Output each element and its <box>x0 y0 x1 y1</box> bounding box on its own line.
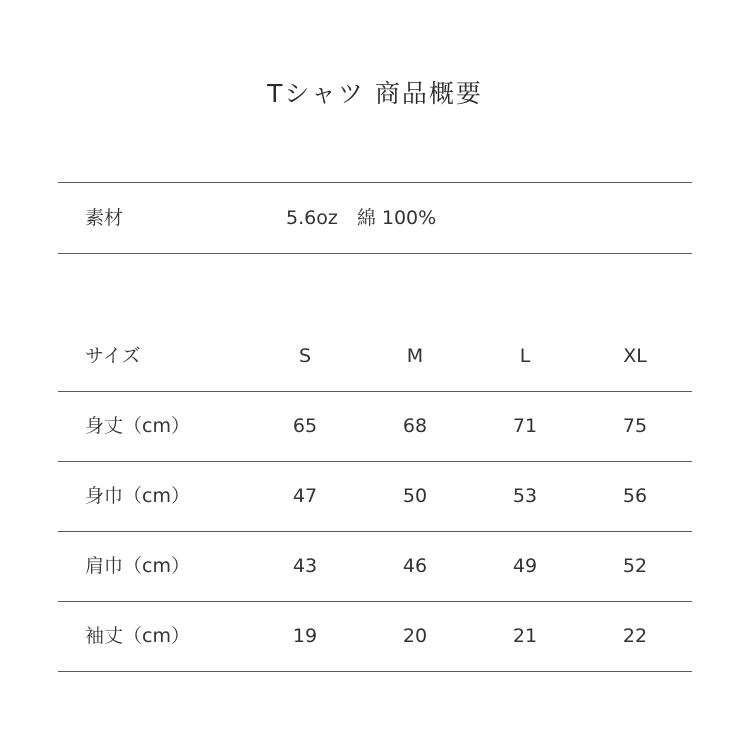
page-title: Tシャツ 商品概要 <box>267 79 483 108</box>
size-header-s: S <box>298 345 312 367</box>
table-row-body-width <box>58 462 692 532</box>
table-row-sleeve-length <box>58 602 692 672</box>
size-header-xl: XL <box>623 345 647 367</box>
table-cell: 56 <box>622 485 648 507</box>
table-cell: 21 <box>512 625 538 647</box>
table-cell: 22 <box>622 625 648 647</box>
table-cell: 43 <box>292 555 318 577</box>
size-table <box>58 322 692 672</box>
size-header-m: M <box>406 345 424 367</box>
table-cell: 46 <box>402 555 428 577</box>
table-cell: 52 <box>622 555 648 577</box>
material-row <box>58 182 692 254</box>
size-header-label: サイズ <box>85 345 141 367</box>
table-cell: 65 <box>292 415 318 437</box>
size-header-l: L <box>519 345 531 367</box>
table-cell: 53 <box>512 485 538 507</box>
size-header-row <box>58 322 692 392</box>
table-cell: 50 <box>402 485 428 507</box>
table-cell: 20 <box>402 625 428 647</box>
table-row-shoulder-width <box>58 532 692 602</box>
table-row-body-length <box>58 392 692 462</box>
material-label: 素材 <box>85 207 124 229</box>
row-label: 肩巾（cm） <box>85 555 190 577</box>
table-cell: 75 <box>622 415 648 437</box>
table-cell: 49 <box>512 555 538 577</box>
row-label: 身巾（cm） <box>85 485 190 507</box>
row-label: 袖丈（cm） <box>85 625 190 647</box>
table-cell: 19 <box>292 625 318 647</box>
row-label: 身丈（cm） <box>85 415 190 437</box>
material-value: 5.6oz 綿 100% <box>286 207 437 229</box>
table-cell: 71 <box>512 415 538 437</box>
table-cell: 47 <box>292 485 318 507</box>
table-cell: 68 <box>402 415 428 437</box>
